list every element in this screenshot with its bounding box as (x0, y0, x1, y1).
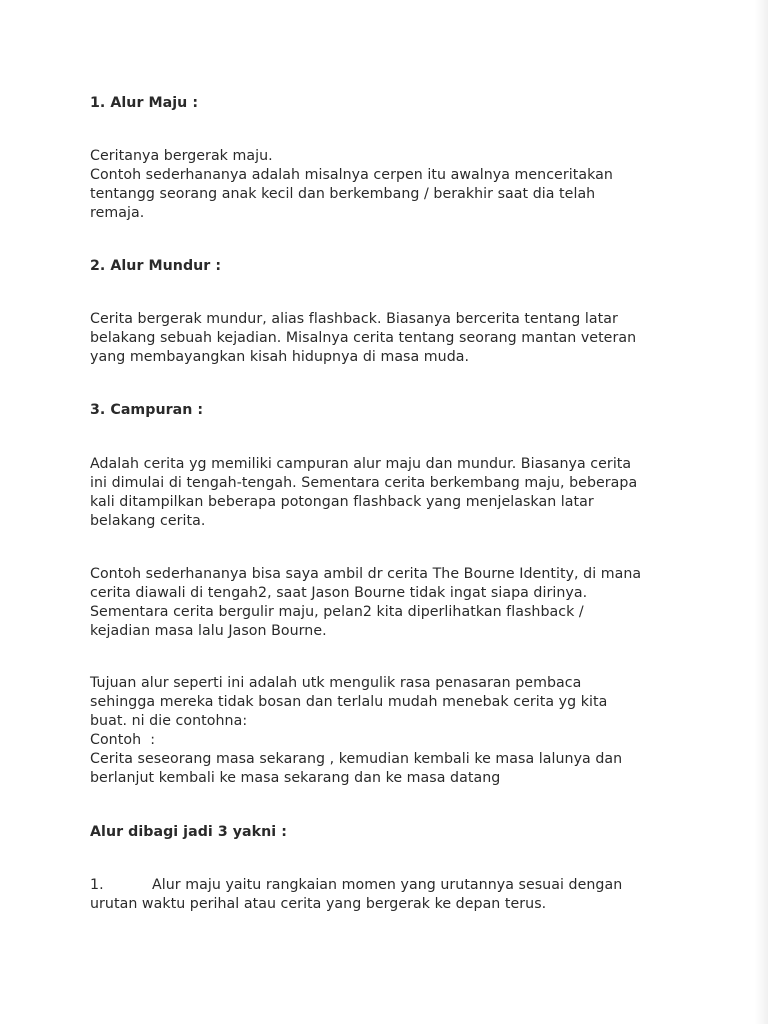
list-item-alur-maju (90, 876, 690, 914)
list-number: 1. (90, 877, 104, 893)
paragraph-alur-maju (90, 147, 690, 223)
heading-alur-maju: 1. Alur Maju : (90, 95, 199, 111)
text-line: Contoh : (90, 732, 156, 748)
text-line: kejadian masa lalu Jason Bourne. (90, 623, 327, 639)
text-line: yang membayangkan kisah hidupnya di masa muda. (90, 349, 470, 365)
paragraph-campuran-1 (90, 455, 690, 531)
text-line: Tujuan alur seperti ini adalah utk mengulik rasa penasaran pembaca (90, 675, 582, 691)
text-line: sehingga mereka tidak bosan dan terlalu mudah menebak cerita yg kita (90, 694, 608, 710)
text-line: Sementara cerita bergulir maju, pelan2 kita diperlihatkan flashback / (90, 604, 584, 620)
list-item-text: Alur maju yaitu rangkaian momen yang urutannya sesuai dengan (152, 877, 623, 893)
text-line: Contoh sederhananya adalah misalnya cerpen itu awalnya menceritakan (90, 167, 613, 183)
paragraph-campuran-3 (90, 674, 690, 788)
text-line: kali ditampilkan beberapa potongan flashback yang menjelaskan latar (90, 494, 594, 510)
text-line: urutan waktu perihal atau cerita yang bergerak ke depan terus. (90, 896, 547, 912)
text-line: Adalah cerita yg memiliki campuran alur maju dan mundur. Biasanya cerita (90, 456, 632, 472)
text-line: Ceritanya bergerak maju. (90, 148, 273, 164)
text-line: tentangg seorang anak kecil dan berkembang / berakhir saat dia telah (90, 186, 596, 202)
text-line: ini dimulai di tengah-tengah. Sementara cerita berkembang maju, beberapa (90, 475, 638, 491)
paragraph-alur-mundur (90, 310, 690, 367)
text-line: belakang sebuah kejadian. Misalnya cerita tentang seorang mantan veteran (90, 330, 637, 346)
text-line: Contoh sederhananya bisa saya ambil dr cerita The Bourne Identity, di mana (90, 566, 642, 582)
page-edge-shadow (754, 0, 768, 1024)
heading-campuran: 3. Campuran : (90, 402, 204, 418)
text-line: remaja. (90, 205, 145, 221)
text-line: Cerita bergerak mundur, alias flashback. Biasanya bercerita tentang latar (90, 311, 618, 327)
text-line: cerita diawali di tengah2, saat Jason Bourne tidak ingat siapa dirinya. (90, 585, 588, 601)
text-line: buat. ni die contohna: (90, 713, 248, 729)
text-line: berlanjut kembali ke masa sekarang dan ke masa datang (90, 770, 501, 786)
text-line: Cerita seseorang masa sekarang , kemudian kembali ke masa lalunya dan (90, 751, 623, 767)
paragraph-campuran-2 (90, 565, 690, 641)
heading-pembagian-alur: Alur dibagi jadi 3 yakni : (90, 824, 287, 840)
heading-alur-mundur: 2. Alur Mundur : (90, 258, 222, 274)
text-line: belakang cerita. (90, 513, 206, 529)
